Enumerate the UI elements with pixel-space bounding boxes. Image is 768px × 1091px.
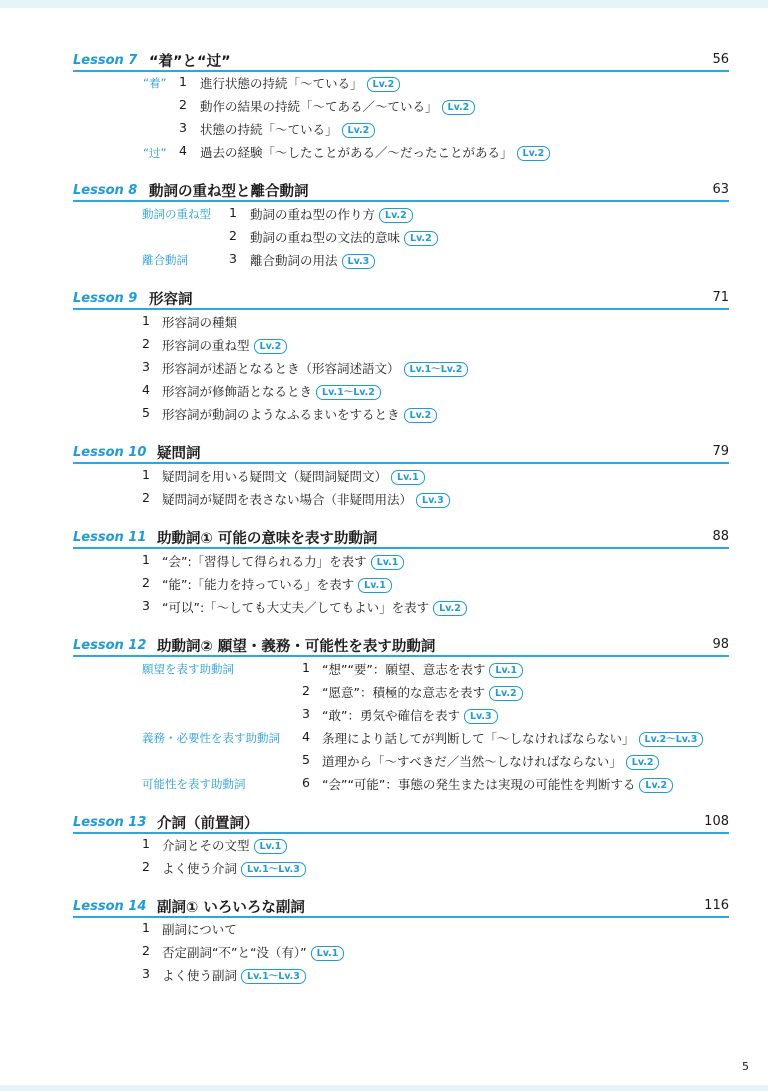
- item-text: “敢”：勇気や確信を表す Lv.3: [322, 706, 498, 724]
- item-number: 1: [142, 920, 150, 935]
- level-badge: Lv.1: [254, 839, 288, 854]
- item-text: 形容詞が動詞のようなふるまいをするとき Lv.2: [162, 405, 437, 423]
- item-number: 4: [142, 382, 150, 397]
- item-text: 道理から「～すべきだ／当然～しなければならない」 Lv.2: [322, 752, 659, 770]
- level-badge: Lv.1: [371, 555, 405, 570]
- item-text: 動詞の重ね型の作り方 Lv.2: [250, 205, 413, 223]
- bottom-band: [0, 1085, 768, 1091]
- level-badge: Lv.2: [517, 146, 551, 161]
- item-text: 形容詞が述語となるとき（形容詞述語文） Lv.1～Lv.2: [162, 359, 468, 377]
- lesson-label: Lesson 7: [73, 53, 138, 68]
- list-item[interactable]: [0, 752, 768, 770]
- list-item[interactable]: [0, 966, 768, 984]
- level-badge: Lv.2: [489, 686, 523, 701]
- list-item[interactable]: [0, 382, 768, 400]
- lesson-title: 疑問詞: [157, 446, 201, 462]
- item-number: 5: [302, 752, 310, 767]
- item-number: 4: [302, 729, 310, 744]
- lesson-label: Lesson 12: [73, 638, 147, 653]
- lesson-header[interactable]: [73, 288, 729, 310]
- level-badge: Lv.3: [416, 493, 450, 508]
- item-number: 2: [229, 228, 237, 243]
- item-text: 条理により話してが判断して「～しなければならない」 Lv.2～Lv.3: [322, 729, 703, 747]
- list-item[interactable]: [0, 706, 768, 724]
- level-badge: Lv.1～Lv.3: [241, 969, 306, 984]
- level-badge: Lv.3: [342, 254, 376, 269]
- lesson-page-number: 63: [712, 182, 729, 197]
- group-label: 離合動詞: [142, 253, 188, 267]
- page-number: 5: [742, 1060, 749, 1073]
- lesson-header[interactable]: [73, 896, 729, 918]
- list-item[interactable]: [0, 120, 768, 138]
- list-item[interactable]: [0, 205, 768, 223]
- item-number: 3: [179, 120, 187, 135]
- item-text: 副詞について: [162, 922, 237, 937]
- group-label: 動詞の重ね型: [142, 207, 211, 221]
- list-item[interactable]: [0, 775, 768, 793]
- item-number: 4: [179, 143, 187, 158]
- list-item[interactable]: [0, 552, 768, 570]
- item-text: “愿意”：積極的な意志を表す Lv.2: [322, 683, 523, 701]
- item-text: 形容詞の重ね型 Lv.2: [162, 336, 287, 354]
- lesson-header[interactable]: [73, 527, 729, 549]
- list-item[interactable]: [0, 251, 768, 269]
- lesson-page-number: 116: [704, 898, 729, 913]
- lesson-page-number: 98: [712, 637, 729, 652]
- item-number: 2: [142, 943, 150, 958]
- group-label: 義務・必要性を表す助動詞: [142, 731, 280, 745]
- list-item[interactable]: [0, 74, 768, 92]
- lesson-title: 動詞の重ね型と離合動詞: [149, 184, 309, 200]
- lesson-label: Lesson 10: [73, 445, 147, 460]
- lesson-title: 助動詞② 願望・義務・可能性を表す助動詞: [157, 639, 436, 655]
- top-band: [0, 0, 768, 8]
- lesson-title: 副詞① いろいろな副詞: [157, 900, 305, 916]
- lesson-label: Lesson 14: [73, 899, 147, 914]
- group-label: “过”: [143, 146, 167, 160]
- list-item[interactable]: [0, 598, 768, 616]
- level-badge: Lv.1～Lv.3: [241, 862, 306, 877]
- list-item[interactable]: [0, 336, 768, 354]
- item-number: 3: [302, 706, 310, 721]
- lesson-header[interactable]: [73, 635, 729, 657]
- item-text: 介詞とその文型 Lv.1: [162, 836, 287, 854]
- level-badge: Lv.2～Lv.3: [639, 732, 704, 747]
- level-badge: Lv.1: [311, 946, 345, 961]
- item-text: よく使う副詞 Lv.1～Lv.3: [162, 966, 306, 984]
- lesson-title: 形容詞: [149, 292, 193, 308]
- item-text: “可以”:「～しても大丈夫／してもよい」を表す Lv.2: [162, 598, 467, 616]
- lesson-title: 介詞（前置詞）: [157, 816, 259, 832]
- list-item[interactable]: [0, 575, 768, 593]
- item-number: 3: [229, 251, 237, 266]
- level-badge: Lv.1～Lv.2: [404, 362, 469, 377]
- lesson-page-number: 88: [712, 529, 729, 544]
- group-label: 願望を表す助動詞: [142, 662, 234, 676]
- item-text: 状態の持続「～ている」 Lv.2: [200, 120, 375, 138]
- list-item[interactable]: [0, 660, 768, 678]
- level-badge: Lv.2: [626, 755, 660, 770]
- lesson-page-number: 79: [712, 444, 729, 459]
- level-badge: Lv.1: [358, 578, 392, 593]
- item-number: 5: [142, 405, 150, 420]
- item-number: 1: [142, 552, 150, 567]
- item-number: 1: [229, 205, 237, 220]
- lesson-label: Lesson 9: [73, 291, 138, 306]
- list-item[interactable]: [0, 836, 768, 854]
- level-badge: Lv.2: [442, 100, 476, 115]
- level-badge: Lv.1～Lv.2: [316, 385, 381, 400]
- item-text: 否定副詞“不”と“没（有）” Lv.1: [162, 943, 344, 961]
- level-badge: Lv.1: [391, 470, 425, 485]
- lesson-label: Lesson 13: [73, 815, 147, 830]
- level-badge: Lv.2: [254, 339, 288, 354]
- item-number: 2: [142, 336, 150, 351]
- item-number: 2: [142, 490, 150, 505]
- list-item[interactable]: [0, 467, 768, 485]
- list-item[interactable]: [0, 859, 768, 877]
- item-text: 進行状態の持続「～ている」 Lv.2: [200, 74, 400, 92]
- level-badge: Lv.1: [489, 663, 523, 678]
- item-text: 動詞の重ね型の文法的意味 Lv.2: [250, 228, 438, 246]
- lesson-header[interactable]: [73, 442, 729, 464]
- item-number: 2: [302, 683, 310, 698]
- lesson-header[interactable]: [73, 50, 729, 72]
- level-badge: Lv.2: [404, 231, 438, 246]
- level-badge: Lv.3: [464, 709, 498, 724]
- level-badge: Lv.2: [342, 123, 376, 138]
- list-item[interactable]: [0, 490, 768, 508]
- lesson-page-number: 108: [704, 814, 729, 829]
- item-number: 1: [302, 660, 310, 675]
- item-text: 形容詞が修飾語となるとき Lv.1～Lv.2: [162, 382, 381, 400]
- lesson-label: Lesson 11: [73, 530, 147, 545]
- item-number: 3: [142, 359, 150, 374]
- item-number: 1: [142, 467, 150, 482]
- lesson-title: 助動詞① 可能の意味を表す助動詞: [157, 531, 378, 547]
- item-text: “能”:「能力を持っている」を表す Lv.1: [162, 575, 392, 593]
- list-item[interactable]: [0, 143, 768, 161]
- lesson-label: Lesson 8: [73, 183, 138, 198]
- level-badge: Lv.2: [367, 77, 401, 92]
- list-item[interactable]: [0, 359, 768, 377]
- list-item[interactable]: [0, 683, 768, 701]
- item-text: 疑問詞を用いる疑問文（疑問詞疑問文） Lv.1: [162, 467, 425, 485]
- lesson-header[interactable]: [73, 180, 729, 202]
- list-item[interactable]: [0, 405, 768, 423]
- group-label: 可能性を表す助動詞: [142, 777, 246, 791]
- item-number: 1: [179, 74, 187, 89]
- level-badge: Lv.2: [379, 208, 413, 223]
- list-item[interactable]: [0, 729, 768, 747]
- lesson-page-number: 71: [712, 290, 729, 305]
- list-item[interactable]: [0, 920, 768, 938]
- item-number: 1: [142, 836, 150, 851]
- level-badge: Lv.2: [404, 408, 438, 423]
- item-number: 3: [142, 966, 150, 981]
- item-text: 離合動詞の用法 Lv.3: [250, 251, 375, 269]
- group-label: “着”: [143, 76, 167, 90]
- list-item[interactable]: [0, 228, 768, 246]
- item-number: 6: [302, 775, 310, 790]
- lesson-title: “着”と“过”: [149, 54, 231, 70]
- item-number: 3: [142, 598, 150, 613]
- lesson-header[interactable]: [73, 812, 729, 834]
- level-badge: Lv.2: [639, 778, 673, 793]
- level-badge: Lv.2: [433, 601, 467, 616]
- item-number: 1: [142, 313, 150, 328]
- item-number: 2: [142, 859, 150, 874]
- item-text: 過去の経験「～したことがある／～だったことがある」 Lv.2: [200, 143, 550, 161]
- lesson-page-number: 56: [712, 52, 729, 67]
- list-item[interactable]: [0, 97, 768, 115]
- list-item[interactable]: [0, 313, 768, 331]
- item-text: “会”“可能”：事態の発生または実現の可能性を判断する Lv.2: [322, 775, 673, 793]
- item-text: 疑問詞が疑問を表さない場合（非疑問用法） Lv.3: [162, 490, 450, 508]
- item-number: 2: [142, 575, 150, 590]
- item-text: よく使う介詞 Lv.1～Lv.3: [162, 859, 306, 877]
- item-text: 動作の結果の持続「～てある／～ている」 Lv.2: [200, 97, 475, 115]
- item-text: 形容詞の種類: [162, 315, 238, 330]
- list-item[interactable]: [0, 943, 768, 961]
- item-number: 2: [179, 97, 187, 112]
- item-text: “会”:「習得して得られる力」を表す Lv.1: [162, 552, 404, 570]
- item-text: “想”“要”：願望、意志を表す Lv.1: [322, 660, 523, 678]
